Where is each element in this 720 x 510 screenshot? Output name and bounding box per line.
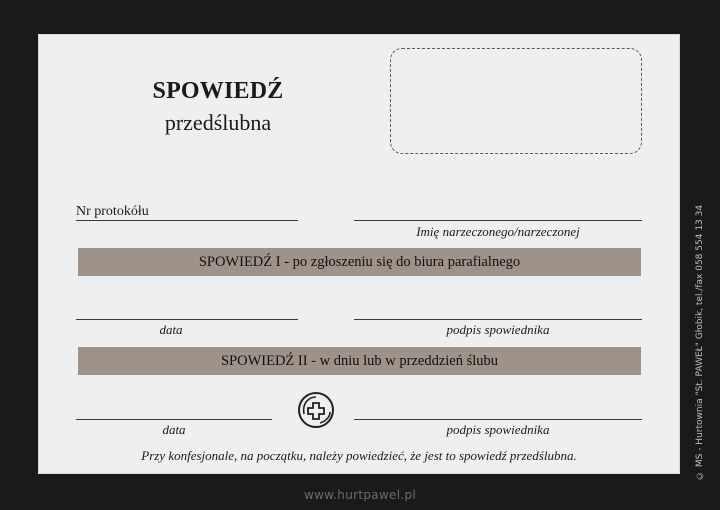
names-label: Imię narzeczonego/narzeczonej: [416, 224, 580, 239]
date-2-label: data: [162, 422, 186, 437]
watermark-url: www.hurtpawel.pl: [303, 488, 417, 502]
publisher-side-text: © MS - Hurtownia "St. PAWEŁ" Głobik, tel./fax 058 554 13 34: [695, 204, 705, 480]
confession-1-band: SPOWIEDŹ I - po zgłoszeniu się do biura parafialnego: [78, 248, 641, 276]
date-1-line: [76, 319, 298, 320]
signature-2-label: podpis spowiednika: [446, 422, 550, 437]
date-2-line: [76, 419, 272, 420]
signature-2-line: [354, 419, 642, 420]
protocol-number-label: Nr protokółu: [76, 204, 149, 219]
protocol-number-line: [76, 220, 298, 221]
signature-1-line: [354, 319, 642, 320]
confession-form-card: [38, 34, 680, 474]
signature-1-label: podpis spowiednika: [446, 322, 550, 337]
circle-cross-logo-icon: [296, 390, 336, 430]
form-title: SPOWIEDŹ: [152, 78, 284, 104]
stamp-box: [390, 48, 642, 154]
form-note: Przy konfesjonale, na początku, należy powiedzieć, że jest to spowiedź przedślubna.: [141, 448, 577, 463]
names-line: [354, 220, 642, 221]
form-subtitle: przedślubna: [164, 110, 272, 135]
confession-2-band: SPOWIEDŹ II - w dniu lub w przeddzień ślubu: [78, 347, 641, 375]
date-1-label: data: [159, 322, 183, 337]
